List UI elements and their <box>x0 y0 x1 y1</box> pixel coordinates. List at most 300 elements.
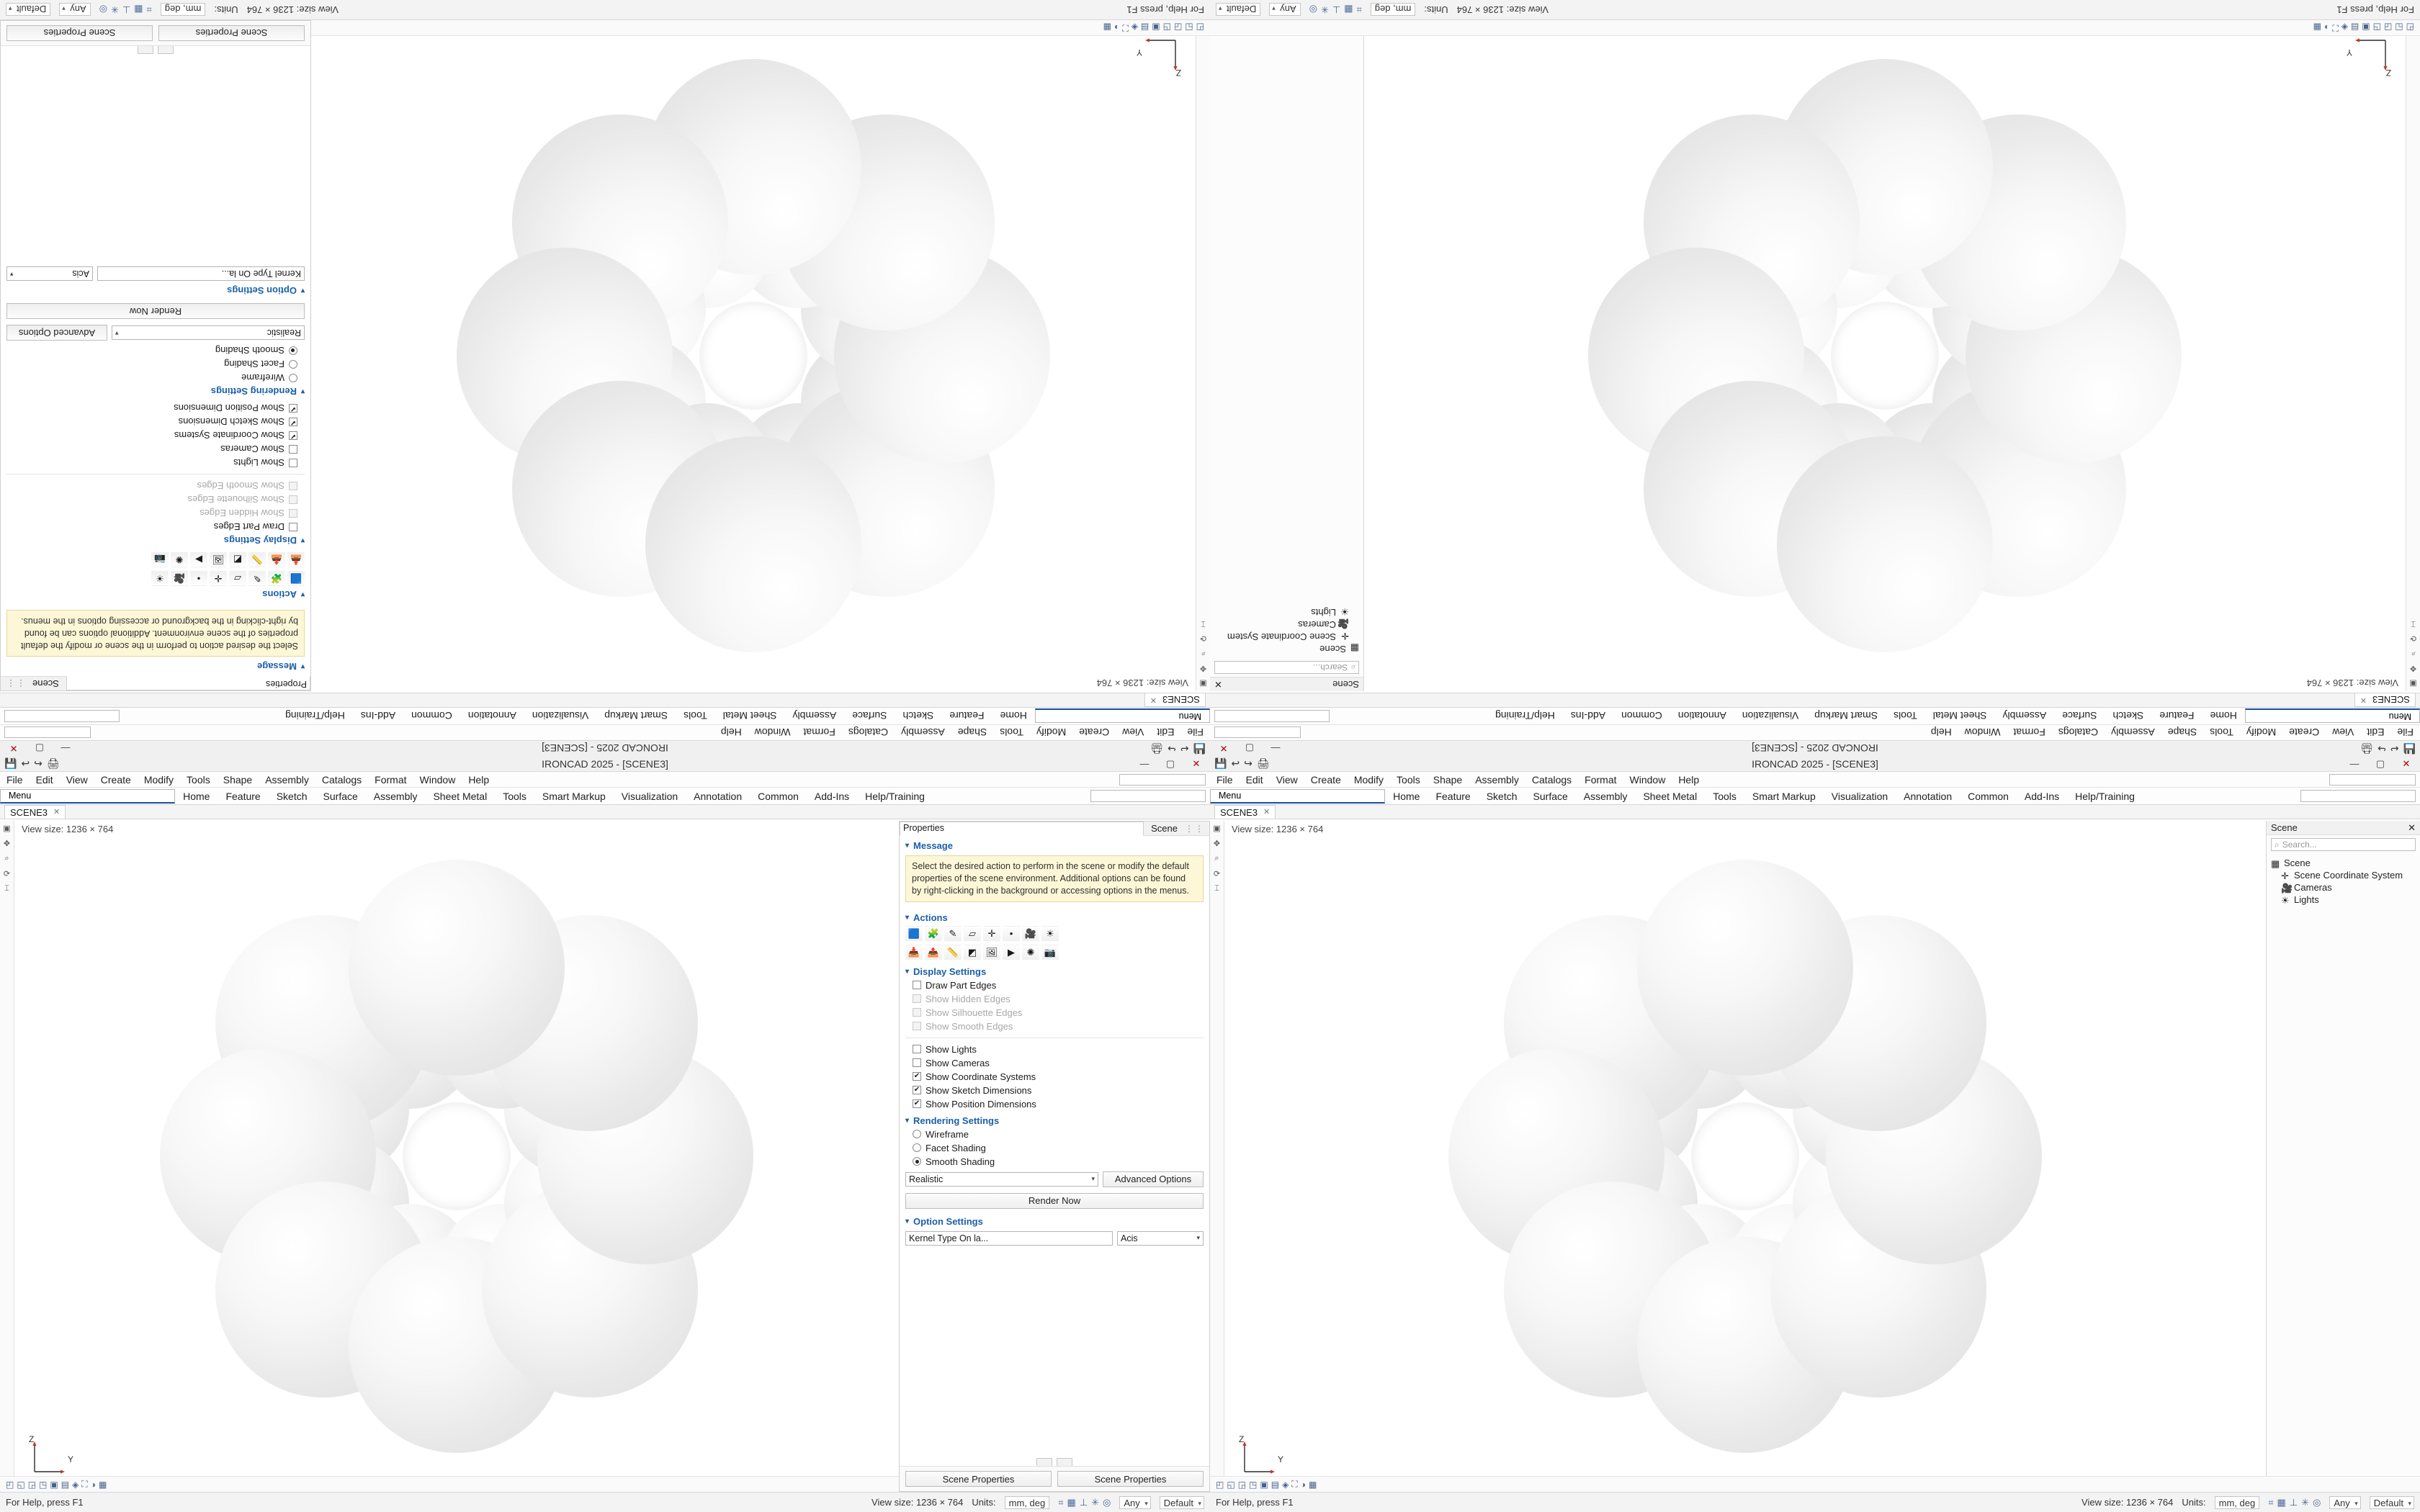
section-header-display-settings[interactable] <box>900 962 1209 978</box>
chevron-down-icon[interactable]: ▾ <box>905 1116 910 1125</box>
tab-smart-markup[interactable]: Smart Markup <box>1814 710 1878 722</box>
menu-item-catalogs[interactable]: Catalogs <box>848 726 889 739</box>
document-tab-scene3[interactable] <box>2354 693 2416 707</box>
properties-panel-footer[interactable] <box>1 21 310 46</box>
menu-item-modify[interactable]: Modify <box>1353 773 1384 786</box>
menu-item-edit[interactable]: Edit <box>35 773 53 786</box>
checkbox-icon[interactable] <box>289 523 297 531</box>
menu-item-view[interactable]: View <box>1122 726 1144 739</box>
ribbon-tab-bar[interactable] <box>1210 707 2420 724</box>
undo-icon[interactable]: ↩ <box>2390 743 2399 755</box>
import-icon[interactable]: 📥 <box>287 552 305 567</box>
redo-icon[interactable]: ↪ <box>2378 743 2386 755</box>
chevron-down-icon[interactable]: ▾ <box>905 913 910 922</box>
checkbox-draw-part-edges[interactable] <box>900 978 1209 992</box>
checkbox-icon[interactable] <box>913 981 921 989</box>
kernel-type-select[interactable] <box>6 266 93 281</box>
osnap-icon[interactable]: ◎ <box>2313 1496 2321 1508</box>
tab-visualization[interactable]: Visualization <box>1742 710 1799 722</box>
scene-tree-item-lights[interactable] <box>1214 606 1359 618</box>
ribbon-search-input[interactable] <box>2300 790 2416 802</box>
tab-add-ins[interactable]: Add-Ins <box>1570 710 1606 722</box>
menu-item-modify[interactable]: Modify <box>2246 726 2277 739</box>
tab-menu[interactable]: Menu <box>0 789 175 804</box>
tab-smart-markup[interactable]: Smart Markup <box>542 790 606 802</box>
menu-item-assembly[interactable]: Assembly <box>265 773 309 786</box>
menu-item-modify[interactable]: Modify <box>1036 726 1067 739</box>
menu-bar[interactable] <box>1210 724 2420 740</box>
document-tab-scene3[interactable] <box>4 805 66 819</box>
status-style-select[interactable]: Default ▾ <box>6 4 50 17</box>
panel-grip-icon[interactable]: ⋮⋮ <box>1185 823 1205 834</box>
shade-icon[interactable]: ◑ <box>1114 22 1120 33</box>
left-toolbar-rail[interactable] <box>1210 821 1224 1492</box>
view-left-icon[interactable]: ◲ <box>27 1479 37 1490</box>
tab-annotation[interactable]: Annotation <box>467 710 516 722</box>
section-icon[interactable]: ◩ <box>229 552 246 567</box>
view-top-icon[interactable]: ▣ <box>2362 22 2370 33</box>
checkbox-draw-part-edges[interactable] <box>1 520 310 534</box>
view-bottom-icon[interactable]: ▤ <box>60 1479 70 1490</box>
view-front-icon[interactable]: ◰ <box>1216 1479 1224 1490</box>
rotate-icon[interactable]: ⟳ <box>3 870 11 878</box>
menu-item-help[interactable]: Help <box>720 726 742 739</box>
menu-item-view[interactable]: View <box>66 773 88 786</box>
view-bottom-icon[interactable]: ▤ <box>1270 1479 1280 1490</box>
render-now-button[interactable]: Render Now <box>905 1193 1204 1209</box>
tab-help-training[interactable]: Help/Training <box>285 710 345 722</box>
new-assembly-icon[interactable]: 🧩 <box>925 926 942 942</box>
snap-icon[interactable]: ⌗ <box>2268 1496 2274 1508</box>
new-light-icon[interactable]: ☀ <box>1041 926 1059 942</box>
chevron-down-icon[interactable]: ▾ <box>300 387 305 396</box>
realistic-row[interactable] <box>1 322 310 343</box>
window-controls[interactable] <box>1135 757 1206 770</box>
menu-item-catalogs[interactable]: Catalogs <box>2058 726 2099 739</box>
polar-icon[interactable]: ✳ <box>1320 4 1329 16</box>
print-icon[interactable]: 🖨 <box>46 757 60 769</box>
menu-item-window[interactable]: Window <box>1964 726 2001 739</box>
checkbox-icon[interactable] <box>289 418 297 426</box>
tab-feature[interactable]: Feature <box>2159 710 2195 722</box>
view-back-icon[interactable]: ◱ <box>2395 22 2403 33</box>
actions-icon-row-2[interactable] <box>1 550 310 569</box>
tab-assembly[interactable]: Assembly <box>2002 710 2047 722</box>
view-right-icon[interactable]: ◳ <box>1249 1479 1258 1490</box>
menu-item-tools[interactable]: Tools <box>2210 726 2233 739</box>
close-icon[interactable]: ✕ <box>1214 679 1222 690</box>
checkbox-show-coordinate-systems[interactable] <box>900 1070 1209 1084</box>
zoom-fit-icon[interactable]: ⛶ <box>1122 23 1129 33</box>
ribbon-search-input[interactable] <box>1090 790 1206 802</box>
status-style-select[interactable]: Default ▾ <box>1216 4 1260 17</box>
menubar-search-input[interactable] <box>1119 774 1206 786</box>
status-filter-select[interactable]: Any ▾ <box>1119 1496 1150 1509</box>
render-icon[interactable]: 🖼 <box>983 945 1000 960</box>
left-toolbar-rail[interactable] <box>0 821 14 1492</box>
status-bar-right[interactable] <box>871 1496 1204 1509</box>
tab-assembly[interactable]: Assembly <box>373 790 418 802</box>
scene-search-box[interactable] <box>1214 661 1359 674</box>
tab-add-ins[interactable]: Add-Ins <box>2024 790 2060 802</box>
actions-icon-row-2[interactable] <box>900 943 1209 962</box>
tab-feature[interactable]: Feature <box>225 790 261 802</box>
document-tab-bar[interactable] <box>1210 805 2420 819</box>
status-snap-icons[interactable] <box>1058 1497 1111 1508</box>
view-front-icon[interactable]: ◰ <box>2406 22 2414 33</box>
section-header-actions[interactable] <box>900 908 1209 924</box>
document-tab-bar[interactable] <box>0 805 1210 819</box>
menu-item-format[interactable]: Format <box>375 773 407 786</box>
scene-properties-button-2[interactable]: Scene Properties <box>6 25 153 41</box>
menu-item-file[interactable]: File <box>1187 726 1204 739</box>
measure-icon[interactable]: ⌶ <box>1214 884 1219 893</box>
status-units-value[interactable]: mm, deg <box>1005 1496 1050 1509</box>
menu-item-edit[interactable]: Edit <box>1245 773 1263 786</box>
tab-scene[interactable]: Scene <box>1151 823 1178 834</box>
rotate-icon[interactable]: ⟳ <box>1213 870 1221 878</box>
zoom-icon[interactable]: ⌕ <box>1201 649 1206 658</box>
close-icon[interactable]: ✕ <box>53 807 60 816</box>
ribbon-search-input[interactable] <box>4 710 120 722</box>
measure-icon[interactable]: ⌶ <box>1201 619 1206 628</box>
bottom-toolbar[interactable] <box>1210 20 2420 36</box>
tab-menu[interactable]: Menu <box>1210 789 1385 804</box>
tab-properties[interactable]: Properties <box>900 822 1144 836</box>
close-button[interactable]: ✕ <box>2402 757 2411 769</box>
ortho-icon[interactable]: ⊥ <box>2289 1496 2298 1508</box>
status-bar-right[interactable] <box>1216 4 1549 17</box>
close-button[interactable]: ✕ <box>1192 757 1201 769</box>
scene-tree-item-scene[interactable] <box>1214 643 1359 655</box>
checkbox-show-sketch-dimensions[interactable] <box>900 1084 1209 1097</box>
document-tab-bar[interactable] <box>0 693 1210 707</box>
checkbox-show-lights[interactable] <box>900 1043 1209 1056</box>
status-filter-select[interactable]: Any ▾ <box>1269 4 1300 17</box>
kernel-type-row[interactable] <box>1 264 310 284</box>
view-iso-icon[interactable]: ◈ <box>72 1479 79 1490</box>
panel-grip-icon[interactable]: ⋮⋮ <box>5 678 25 689</box>
view-left-icon[interactable]: ◲ <box>1237 1479 1247 1490</box>
radio-icon[interactable] <box>289 346 297 355</box>
menu-item-shape[interactable]: Shape <box>223 773 253 786</box>
scene-tree-item-scene[interactable] <box>2271 857 2416 869</box>
zoom-icon[interactable]: ⌕ <box>1214 854 1219 863</box>
view-left-icon[interactable]: ◲ <box>1173 22 1183 33</box>
menu-item-catalogs[interactable]: Catalogs <box>321 773 362 786</box>
zoom-fit-icon[interactable]: ⛶ <box>81 1479 88 1489</box>
grid-icon[interactable]: ▦ <box>2277 1496 2286 1508</box>
view-bottom-icon[interactable]: ▤ <box>2350 22 2360 33</box>
scene-browser-panel[interactable] <box>1210 20 1364 691</box>
radio-wireframe[interactable] <box>1 371 310 384</box>
zoom-fit-icon[interactable]: ⛶ <box>1291 1479 1298 1489</box>
checkbox-show-coordinate-systems[interactable] <box>1 428 310 442</box>
select-icon[interactable]: ▣ <box>2409 679 2417 688</box>
model-torus-flower[interactable] <box>1597 68 2173 644</box>
shade-icon[interactable]: ◑ <box>1300 1479 1306 1490</box>
tab-sketch[interactable]: Sketch <box>902 710 934 722</box>
checkbox-icon[interactable] <box>289 459 297 467</box>
tab-scene[interactable]: Scene <box>32 678 59 689</box>
radio-icon[interactable] <box>913 1143 921 1152</box>
tab-sheet-metal[interactable]: Sheet Metal <box>1643 790 1698 802</box>
left-toolbar-rail[interactable] <box>1196 20 1210 691</box>
model-torus-flower[interactable] <box>169 868 745 1444</box>
view-bottom-icon[interactable]: ▤ <box>1140 22 1150 33</box>
menubar-search-input[interactable] <box>1214 727 1301 739</box>
menu-bar[interactable] <box>0 772 1210 788</box>
window-controls[interactable] <box>4 742 75 755</box>
save-icon[interactable]: 💾 <box>4 757 17 769</box>
undo-icon[interactable]: ↩ <box>21 757 30 769</box>
polar-icon[interactable]: ✳ <box>110 4 119 16</box>
menu-item-edit[interactable]: Edit <box>2367 726 2385 739</box>
section-header-actions[interactable] <box>1 588 310 604</box>
render-now-row[interactable] <box>1 300 310 322</box>
tab-home[interactable]: Home <box>183 790 210 802</box>
view-top-icon[interactable]: ▣ <box>1152 22 1160 33</box>
menu-item-catalogs[interactable]: Catalogs <box>1531 773 1572 786</box>
tab-assembly[interactable]: Assembly <box>792 710 837 722</box>
menu-item-tools[interactable]: Tools <box>187 773 210 786</box>
new-camera-icon[interactable]: 🎥 <box>171 570 188 586</box>
menu-item-view[interactable]: View <box>2332 726 2354 739</box>
menu-item-file[interactable]: File <box>6 773 23 786</box>
tab-feature[interactable]: Feature <box>949 710 985 722</box>
polar-icon[interactable]: ✳ <box>1091 1496 1100 1508</box>
tab-help-training[interactable]: Help/Training <box>865 790 925 802</box>
scene-properties-button-1[interactable]: Scene Properties <box>158 25 305 41</box>
tab-sheet-metal[interactable]: Sheet Metal <box>433 790 488 802</box>
wireframe-icon[interactable]: ▦ <box>1103 22 1112 33</box>
view-top-icon[interactable]: ▣ <box>1260 1479 1268 1490</box>
render-now-button[interactable]: Render Now <box>6 303 305 319</box>
zoom-fit-icon[interactable]: ⛶ <box>2332 23 2339 33</box>
render-now-row[interactable] <box>900 1190 1209 1212</box>
tab-tools[interactable]: Tools <box>1894 710 1917 722</box>
scene-tree-item-cameras[interactable] <box>2271 881 2416 894</box>
chevron-down-icon[interactable]: ▾ <box>300 287 305 295</box>
panel-dock-handles[interactable] <box>138 45 174 54</box>
pan-icon[interactable]: ✥ <box>1199 664 1207 672</box>
osnap-icon[interactable]: ◎ <box>99 4 107 16</box>
quick-access-toolbar[interactable] <box>4 757 60 770</box>
tab-menu[interactable]: Menu <box>2245 709 2420 724</box>
view-iso-icon[interactable]: ◈ <box>1282 1479 1289 1490</box>
checkbox-icon[interactable] <box>913 1058 921 1067</box>
export-icon[interactable]: 📤 <box>925 945 942 960</box>
view-right-icon[interactable]: ◳ <box>1162 22 1171 33</box>
tab-surface[interactable]: Surface <box>1533 790 1568 802</box>
view-front-icon[interactable]: ◰ <box>6 1479 14 1490</box>
tab-visualization[interactable]: Visualization <box>532 710 589 722</box>
scene-tree-item-coordinate-system[interactable] <box>1214 631 1359 643</box>
status-units-value[interactable]: mm, deg <box>161 4 206 17</box>
menu-item-edit[interactable]: Edit <box>1157 726 1175 739</box>
view-back-icon[interactable]: ◱ <box>1227 1479 1235 1490</box>
pan-icon[interactable]: ✥ <box>1213 840 1221 848</box>
radio-icon[interactable] <box>289 374 297 382</box>
menu-item-help[interactable]: Help <box>1678 773 1700 786</box>
menubar-search-input[interactable] <box>2329 774 2416 786</box>
menu-item-assembly[interactable]: Assembly <box>901 726 945 739</box>
menu-item-format[interactable]: Format <box>2013 726 2045 739</box>
new-assembly-icon[interactable]: 🧩 <box>268 570 285 586</box>
redo-icon[interactable]: ↪ <box>1244 757 1252 769</box>
view-iso-icon[interactable]: ◈ <box>2341 22 2348 33</box>
status-units-value[interactable]: mm, deg <box>1371 4 1416 17</box>
grid-icon[interactable]: ▦ <box>1067 1496 1076 1508</box>
quick-access-toolbar[interactable] <box>2360 742 2416 755</box>
status-filter-select[interactable]: Any ▾ <box>2329 1496 2360 1509</box>
menu-item-shape[interactable]: Shape <box>2167 726 2197 739</box>
scene-properties-button-2[interactable]: Scene Properties <box>1057 1471 1204 1487</box>
redo-icon[interactable]: ↪ <box>1168 743 1176 755</box>
tab-common[interactable]: Common <box>1968 790 2009 802</box>
kernel-type-row[interactable] <box>900 1228 1209 1248</box>
explode-icon[interactable]: ✺ <box>171 552 188 567</box>
measure-icon[interactable]: ⌶ <box>2411 619 2416 628</box>
export-icon[interactable]: 📤 <box>268 552 285 567</box>
measure-icon[interactable]: ⌶ <box>4 884 9 893</box>
save-icon[interactable]: 💾 <box>1214 757 1227 769</box>
view-left-icon[interactable]: ◲ <box>2383 22 2393 33</box>
menu-bar[interactable] <box>0 724 1210 740</box>
actions-icon-row-1[interactable] <box>1 569 310 588</box>
snapshot-icon[interactable]: 📷 <box>1041 945 1059 960</box>
undo-icon[interactable]: ↩ <box>1180 743 1189 755</box>
checkbox-icon[interactable] <box>913 1045 921 1053</box>
tab-help-training[interactable]: Help/Training <box>2075 790 2135 802</box>
menu-bar[interactable] <box>1210 772 2420 788</box>
tab-sketch[interactable]: Sketch <box>2112 710 2144 722</box>
radio-wireframe[interactable] <box>900 1128 1209 1141</box>
window-instance-bottom-left[interactable] <box>0 756 1210 1512</box>
minimize-button[interactable]: — <box>2349 758 2360 769</box>
new-axis-icon[interactable]: ✛ <box>983 926 1000 942</box>
radio-icon[interactable] <box>913 1130 921 1138</box>
view-iso-icon[interactable]: ◈ <box>1131 22 1138 33</box>
window-instance-bottom-right[interactable] <box>1210 756 2420 1512</box>
new-plane-icon[interactable]: ▱ <box>229 570 246 586</box>
select-icon[interactable]: ▣ <box>1199 679 1207 688</box>
tab-home[interactable]: Home <box>2210 710 2237 722</box>
menu-item-tools[interactable]: Tools <box>1397 773 1420 786</box>
menu-item-window[interactable]: Window <box>419 773 456 786</box>
section-header-message[interactable] <box>900 836 1209 852</box>
save-icon[interactable]: 💾 <box>1193 743 1206 755</box>
menu-item-window[interactable]: Window <box>1629 773 1666 786</box>
status-style-select[interactable]: Default ▾ <box>1160 1496 1204 1509</box>
menubar-search-input[interactable] <box>4 727 91 739</box>
actions-icon-row-1[interactable] <box>900 924 1209 943</box>
checkbox-icon[interactable] <box>289 404 297 413</box>
radio-icon[interactable] <box>289 360 297 369</box>
menu-item-help[interactable]: Help <box>1930 726 1952 739</box>
document-tab-scene3[interactable] <box>1144 693 1206 707</box>
view-back-icon[interactable]: ◱ <box>17 1479 25 1490</box>
dock-handle-right[interactable] <box>138 45 153 54</box>
model-torus-flower[interactable] <box>465 68 1041 644</box>
print-icon[interactable]: 🖨 <box>1150 743 1164 755</box>
menu-item-shape[interactable]: Shape <box>957 726 987 739</box>
new-light-icon[interactable]: ☀ <box>151 570 169 586</box>
close-button[interactable]: ✕ <box>9 743 18 755</box>
render-icon[interactable]: 🖼 <box>210 552 227 567</box>
tab-common[interactable]: Common <box>411 710 452 722</box>
dock-handle-left[interactable] <box>158 45 174 54</box>
tab-sheet-metal[interactable]: Sheet Metal <box>1932 710 1987 722</box>
checkbox-show-cameras[interactable] <box>900 1056 1209 1070</box>
ribbon-search-input[interactable] <box>1214 710 1330 722</box>
realistic-row[interactable] <box>900 1169 1209 1190</box>
window-controls[interactable] <box>1214 742 1285 755</box>
menu-item-assembly[interactable]: Assembly <box>1475 773 1519 786</box>
realistic-select[interactable] <box>112 325 305 340</box>
snapshot-icon[interactable]: 📷 <box>151 552 169 567</box>
status-snap-icons[interactable] <box>1309 4 1362 16</box>
minimize-button[interactable]: — <box>1139 758 1150 769</box>
wireframe-icon[interactable]: ▦ <box>98 1479 107 1490</box>
scene-tree[interactable] <box>1210 603 1363 658</box>
tab-common[interactable]: Common <box>1621 710 1662 722</box>
view-front-icon[interactable]: ◰ <box>1196 22 1204 33</box>
redo-icon[interactable]: ↪ <box>34 757 42 769</box>
tab-surface[interactable]: Surface <box>852 710 887 722</box>
import-icon[interactable]: 📥 <box>905 945 923 960</box>
new-point-icon[interactable]: • <box>1003 926 1020 942</box>
new-part-icon[interactable]: 🟦 <box>905 926 923 942</box>
checkbox-show-lights[interactable] <box>1 456 310 469</box>
tab-tools[interactable]: Tools <box>503 790 526 802</box>
checkbox-show-position-dimensions[interactable] <box>900 1097 1209 1111</box>
section-header-rendering-settings[interactable] <box>900 1111 1209 1128</box>
rotate-icon[interactable]: ⟳ <box>1199 634 1207 642</box>
ribbon-tab-bar[interactable] <box>0 707 1210 724</box>
tab-home[interactable]: Home <box>1000 710 1027 722</box>
advanced-options-button[interactable]: Advanced Options <box>1103 1171 1204 1187</box>
properties-panel[interactable] <box>899 821 1210 1492</box>
new-part-icon[interactable]: 🟦 <box>287 570 305 586</box>
status-snap-icons[interactable] <box>2268 1497 2321 1508</box>
tab-sheet-metal[interactable]: Sheet Metal <box>722 710 777 722</box>
checkbox-icon[interactable] <box>913 1072 921 1081</box>
checkbox-icon[interactable] <box>913 1099 921 1108</box>
pan-icon[interactable]: ✥ <box>2409 664 2417 672</box>
tab-common[interactable]: Common <box>758 790 799 802</box>
tab-home[interactable]: Home <box>1393 790 1420 802</box>
scene-browser-panel[interactable] <box>2266 821 2420 1492</box>
snap-icon[interactable]: ⌗ <box>1058 1496 1064 1508</box>
checkbox-show-cameras[interactable] <box>1 442 310 456</box>
radio-facet-shading[interactable] <box>1 357 310 371</box>
maximize-button[interactable]: ▢ <box>2375 757 2385 769</box>
menu-item-view[interactable]: View <box>1276 773 1298 786</box>
maximize-button[interactable]: ▢ <box>1165 757 1175 769</box>
advanced-options-button[interactable]: Advanced Options <box>6 325 107 341</box>
tab-add-ins[interactable]: Add-Ins <box>814 790 850 802</box>
properties-panel[interactable] <box>0 20 311 691</box>
status-units-value[interactable]: mm, deg <box>2215 1496 2260 1509</box>
radio-icon[interactable] <box>913 1157 921 1166</box>
measure-icon[interactable]: 📏 <box>944 945 962 960</box>
view-top-icon[interactable]: ▣ <box>50 1479 58 1490</box>
chevron-down-icon[interactable]: ▾ <box>300 536 305 545</box>
new-point-icon[interactable]: • <box>190 570 207 586</box>
checkbox-show-position-dimensions[interactable] <box>1 401 310 415</box>
menu-item-create[interactable]: Create <box>1079 726 1110 739</box>
